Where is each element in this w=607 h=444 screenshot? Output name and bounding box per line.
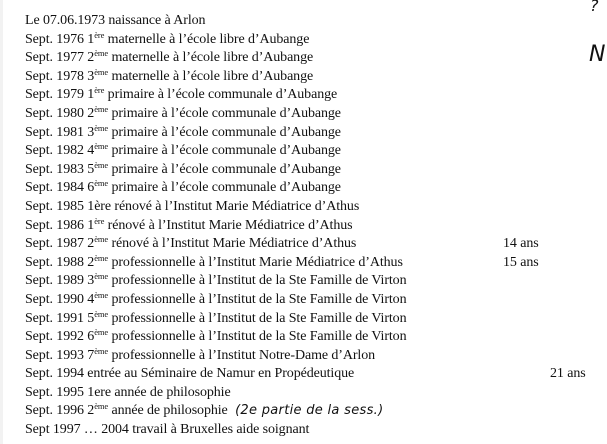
- chronology-line: [25, 142, 545, 161]
- line-text: Sept. 1976 1: [25, 31, 95, 47]
- chronology-line: [25, 421, 545, 440]
- ordinal-suffix: ème: [94, 159, 109, 170]
- ordinal-suffix: ème: [94, 141, 109, 152]
- ordinal-suffix: ème: [94, 103, 109, 114]
- ordinal-suffix: ème: [94, 327, 109, 338]
- line-rest: maternelle à l’école libre d’Aubange: [104, 31, 310, 47]
- line-text: Sept. 1986 1: [25, 217, 95, 233]
- line-text: Sept. 1993 7: [25, 347, 95, 363]
- line-rest: rénové à l’Institut Marie Médiatrice d’Athus: [108, 236, 357, 252]
- chronology-line: [25, 161, 545, 180]
- chronology-line: [25, 235, 545, 254]
- chronology-line: [25, 217, 545, 236]
- chronology-line: [25, 198, 545, 217]
- chronology-line: [25, 384, 545, 403]
- line-text: Sept. 1981 3: [25, 124, 95, 140]
- chronology-line: [25, 291, 545, 310]
- line-text: Sept. 1985 1ère rénové à l’Institut Marie Médiatrice d’Athus: [25, 198, 360, 214]
- line-rest: primaire à l’école communale d’Aubange: [108, 143, 341, 159]
- ordinal-suffix: ème: [94, 234, 109, 245]
- line-text: Sept. 1983 5: [25, 161, 95, 177]
- ordinal-suffix: ème: [94, 289, 109, 300]
- chronology-line: [25, 402, 545, 421]
- margin-handwriting-top: ?: [590, 0, 599, 15]
- chronology-line: [25, 272, 545, 291]
- line-rest: professionnelle à l’Institut Notre-Dame d’Arlon: [108, 347, 376, 363]
- line-rest: professionnelle à l’Institut de la Ste Famille de Virton: [108, 329, 407, 345]
- chronology-line: [25, 347, 545, 366]
- chronology-line: [25, 124, 545, 143]
- age-note: 14 ans: [503, 236, 539, 252]
- line-rest: maternelle à l’école libre d’Aubange: [108, 50, 314, 66]
- line-rest: maternelle à l’école libre d’Aubange: [108, 68, 314, 84]
- chronology-line: [25, 105, 545, 124]
- line-text: Sept. 1978 3: [25, 68, 95, 84]
- line-text: Sept. 1984 6: [25, 180, 95, 196]
- ordinal-suffix: ème: [94, 66, 109, 77]
- ordinal-suffix: ème: [94, 271, 109, 282]
- line-text: Sept. 1977 2: [25, 50, 95, 66]
- line-text: Sept. 1987 2: [25, 236, 95, 252]
- line-text: Le 07.06.1973 naissance à Arlon: [25, 13, 206, 28]
- chronology-line: [25, 12, 545, 31]
- ordinal-suffix: ème: [94, 178, 109, 189]
- line-rest: rénové à l’Institut Marie Médiatrice d’Athus: [104, 217, 353, 233]
- ordinal-suffix: ère: [94, 215, 105, 226]
- line-rest: primaire à l’école communale d’Aubange: [108, 161, 341, 177]
- age-note: 15 ans: [503, 254, 539, 270]
- line-text: Sept. 1994 entrée au Séminaire de Namur en Propédeutique: [25, 366, 355, 382]
- chronology-line: [25, 310, 545, 329]
- line-text: Sept. 1992 6: [25, 329, 95, 345]
- line-text: Sept. 1980 2: [25, 105, 95, 121]
- line-text: Sept. 1996 2: [25, 403, 95, 419]
- chronology-line: [25, 86, 545, 105]
- line-rest: professionnelle à l’Institut Marie Médiatrice d’Athus: [108, 254, 403, 270]
- line-text: Sept. 1982 4: [25, 143, 95, 159]
- line-text: Sept. 1990 4: [25, 291, 95, 307]
- age-note: 21 ans: [550, 366, 586, 382]
- ordinal-suffix: ème: [94, 48, 109, 59]
- chronology-line: [25, 49, 545, 68]
- ordinal-suffix: ème: [94, 252, 109, 263]
- ordinal-suffix: ème: [94, 122, 109, 133]
- line-text: Sept. 1991 5: [25, 310, 95, 326]
- margin-handwriting-middle: N: [589, 42, 606, 67]
- line-text: Sept. 1979 1: [25, 87, 95, 103]
- line-rest: primaire à l’école communale d’Aubange: [104, 87, 338, 103]
- chronology-line: [25, 68, 545, 87]
- line-text: Sept. 1988 2: [25, 254, 95, 270]
- ordinal-suffix: ème: [94, 401, 109, 412]
- line-text: Sept. 1995 1ere année de philosophie: [25, 384, 231, 400]
- ordinal-suffix: ème: [94, 308, 109, 319]
- chronology-line: [25, 328, 545, 347]
- line-rest: primaire à l’école communale d’Aubange: [108, 105, 341, 121]
- handwritten-annotation: (2e partie de la sess.): [235, 403, 384, 419]
- scan-edge: [0, 0, 3, 444]
- line-text: Sept. 1989 3: [25, 273, 95, 289]
- line-text: Sept 1997 … 2004 travail à Bruxelles aide soignant: [25, 422, 310, 438]
- chronology-list: [25, 12, 586, 440]
- chronology-line: [25, 179, 545, 198]
- ordinal-suffix: ème: [94, 345, 109, 356]
- ordinal-suffix: ère: [94, 29, 105, 40]
- chronology-line: [25, 31, 545, 50]
- line-rest: primaire à l’école communale d’Aubange: [108, 180, 341, 196]
- line-rest: année de philosophie: [108, 403, 228, 419]
- line-rest: primaire à l’école communale d’Aubange: [108, 124, 341, 140]
- line-rest: professionnelle à l’Institut de la Ste Famille de Virton: [108, 291, 407, 307]
- line-rest: professionnelle à l’Institut de la Ste Famille de Virton: [108, 273, 407, 289]
- ordinal-suffix: ère: [94, 85, 105, 96]
- chronology-line: [25, 254, 545, 273]
- line-rest: professionnelle à l’Institut de la Ste Famille de Virton: [108, 310, 407, 326]
- chronology-line: [25, 365, 586, 384]
